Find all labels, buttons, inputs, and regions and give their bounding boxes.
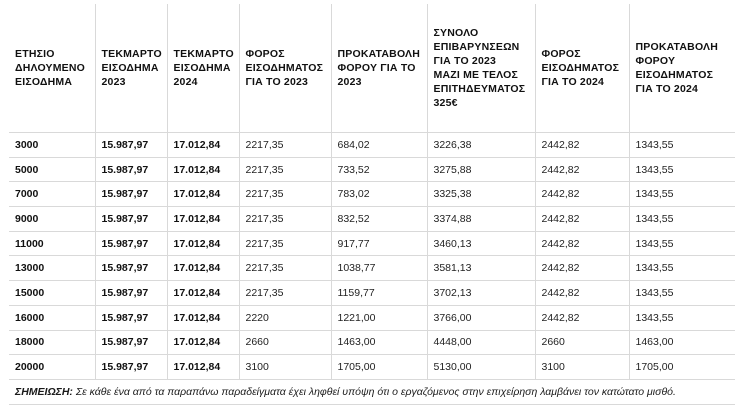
table-cell: 17.012,84 bbox=[167, 207, 239, 232]
column-header: ΣΥΝΟΛΟ ΕΠΙΒΑΡΥΝΣΕΩΝ ΓΙΑ ΤΟ 2023 ΜΑΖΙ ΜΕ ΤΕΛΟΣ ΕΠΙΤΗΔΕΥΜΑΤΟΣ 325€ bbox=[427, 4, 535, 133]
table-row bbox=[9, 281, 735, 306]
table-row bbox=[9, 157, 735, 182]
column-header: ΠΡΟΚΑΤΑΒΟΛΗ ΦΟΡΟΥ ΓΙΑ ΤΟ 2023 bbox=[331, 4, 427, 133]
table-cell: 17.012,84 bbox=[167, 256, 239, 281]
table-row bbox=[9, 355, 735, 380]
table-cell: 17.012,84 bbox=[167, 133, 239, 158]
table-row bbox=[9, 330, 735, 355]
table-cell: 783,02 bbox=[331, 182, 427, 207]
table-cell: 16000 bbox=[9, 305, 95, 330]
table-cell: 15.987,97 bbox=[95, 231, 167, 256]
table-cell: 1705,00 bbox=[629, 355, 735, 380]
table-cell: 2217,35 bbox=[239, 231, 331, 256]
table-cell: 2442,82 bbox=[535, 305, 629, 330]
table-cell: 2660 bbox=[535, 330, 629, 355]
table-cell: 3766,00 bbox=[427, 305, 535, 330]
table-cell: 2217,35 bbox=[239, 256, 331, 281]
table-cell: 3581,13 bbox=[427, 256, 535, 281]
table-cell: 15.987,97 bbox=[95, 182, 167, 207]
table-cell: 3374,88 bbox=[427, 207, 535, 232]
table-cell: 3325,38 bbox=[427, 182, 535, 207]
table-cell: 1343,55 bbox=[629, 305, 735, 330]
table-cell: 684,02 bbox=[331, 133, 427, 158]
table-cell: 15.987,97 bbox=[95, 281, 167, 306]
table-cell: 13000 bbox=[9, 256, 95, 281]
table-cell: 1343,55 bbox=[629, 182, 735, 207]
table-cell: 2220 bbox=[239, 305, 331, 330]
table-cell: 2217,35 bbox=[239, 133, 331, 158]
column-header: ΕΤΗΣΙΟ ΔΗΛΟΥΜΕΝΟ ΕΙΣΟΔΗΜΑ bbox=[9, 4, 95, 133]
table-cell: 15.987,97 bbox=[95, 305, 167, 330]
table-cell: 1343,55 bbox=[629, 133, 735, 158]
table-cell: 5000 bbox=[9, 157, 95, 182]
column-header: ΤΕΚΜΑΡΤΟ ΕΙΣΟΔΗΜΑ 2024 bbox=[167, 4, 239, 133]
table-cell: 2442,82 bbox=[535, 182, 629, 207]
table-cell: 15.987,97 bbox=[95, 207, 167, 232]
table-cell: 2442,82 bbox=[535, 157, 629, 182]
table-cell: 18000 bbox=[9, 330, 95, 355]
table-cell: 15.987,97 bbox=[95, 330, 167, 355]
table-cell: 733,52 bbox=[331, 157, 427, 182]
column-header: ΦΟΡΟΣ ΕΙΣΟΔΗΜΑΤΟΣ ΓΙΑ ΤΟ 2024 bbox=[535, 4, 629, 133]
table-cell: 1343,55 bbox=[629, 231, 735, 256]
table-row bbox=[9, 305, 735, 330]
table-cell: 15.987,97 bbox=[95, 256, 167, 281]
table-cell: 1038,77 bbox=[331, 256, 427, 281]
table-cell: 1343,55 bbox=[629, 157, 735, 182]
table-cell: 11000 bbox=[9, 231, 95, 256]
table-cell: 2442,82 bbox=[535, 133, 629, 158]
table-cell: 15.987,97 bbox=[95, 355, 167, 380]
table-cell: 2442,82 bbox=[535, 256, 629, 281]
note-text: Σε κάθε ένα από τα παραπάνω παραδείγματα έχει ληφθεί υπόψη ότι ο εργαζόμενος στην επιχείρηση λαμβάνει τον κατώτατο μισθό. bbox=[75, 385, 676, 398]
table-row bbox=[9, 207, 735, 232]
table-cell: 1343,55 bbox=[629, 207, 735, 232]
table-cell: 3275,88 bbox=[427, 157, 535, 182]
table-cell: 1221,00 bbox=[331, 305, 427, 330]
table-cell: 17.012,84 bbox=[167, 305, 239, 330]
table-cell: 3226,38 bbox=[427, 133, 535, 158]
table-cell: 3460,13 bbox=[427, 231, 535, 256]
table-cell: 2217,35 bbox=[239, 157, 331, 182]
table-cell: 1463,00 bbox=[629, 330, 735, 355]
table-cell: 917,77 bbox=[331, 231, 427, 256]
table-cell: 15000 bbox=[9, 281, 95, 306]
table-cell: 9000 bbox=[9, 207, 95, 232]
tax-comparison-table bbox=[9, 4, 735, 405]
table-cell: 3100 bbox=[239, 355, 331, 380]
table-row bbox=[9, 182, 735, 207]
table-cell: 17.012,84 bbox=[167, 281, 239, 306]
table-cell: 2217,35 bbox=[239, 281, 331, 306]
table-cell: 2660 bbox=[239, 330, 331, 355]
note-row bbox=[9, 379, 735, 404]
column-header: ΦΟΡΟΣ ΕΙΣΟΔΗΜΑΤΟΣ ΓΙΑ ΤΟ 2023 bbox=[239, 4, 331, 133]
table-cell: 832,52 bbox=[331, 207, 427, 232]
table-cell: 15.987,97 bbox=[95, 133, 167, 158]
table-cell: 2217,35 bbox=[239, 182, 331, 207]
table-row bbox=[9, 133, 735, 158]
table-cell: 2442,82 bbox=[535, 281, 629, 306]
table-cell: 17.012,84 bbox=[167, 330, 239, 355]
table-cell: 3000 bbox=[9, 133, 95, 158]
table-cell: 1159,77 bbox=[331, 281, 427, 306]
table-cell: 17.012,84 bbox=[167, 182, 239, 207]
table-cell: 2217,35 bbox=[239, 207, 331, 232]
table-row bbox=[9, 256, 735, 281]
column-header: ΤΕΚΜΑΡΤΟ ΕΙΣΟΔΗΜΑ 2023 bbox=[95, 4, 167, 133]
table-row bbox=[9, 231, 735, 256]
table-cell: 1343,55 bbox=[629, 281, 735, 306]
table-cell: 17.012,84 bbox=[167, 355, 239, 380]
table-body bbox=[9, 133, 735, 405]
table-cell: 5130,00 bbox=[427, 355, 535, 380]
table-cell: 2442,82 bbox=[535, 207, 629, 232]
table-cell: 15.987,97 bbox=[95, 157, 167, 182]
table-cell: 7000 bbox=[9, 182, 95, 207]
table-cell: 3100 bbox=[535, 355, 629, 380]
table-cell: 17.012,84 bbox=[167, 231, 239, 256]
note-label: ΣΗΜΕΙΩΣΗ: bbox=[15, 385, 73, 398]
column-header: ΠΡΟΚΑΤΑΒΟΛΗ ΦΟΡΟΥ ΕΙΣΟΔΗΜΑΤΟΣ ΓΙΑ ΤΟ 2024 bbox=[629, 4, 735, 133]
table-cell: 2442,82 bbox=[535, 231, 629, 256]
table-cell: 20000 bbox=[9, 355, 95, 380]
table-cell: 17.012,84 bbox=[167, 157, 239, 182]
table-cell: 1705,00 bbox=[331, 355, 427, 380]
table-frame bbox=[9, 4, 735, 408]
table-cell: 1463,00 bbox=[331, 330, 427, 355]
header-row bbox=[9, 4, 735, 133]
note-cell bbox=[9, 379, 735, 404]
table-cell: 3702,13 bbox=[427, 281, 535, 306]
table-cell: 1343,55 bbox=[629, 256, 735, 281]
table-cell: 4448,00 bbox=[427, 330, 535, 355]
